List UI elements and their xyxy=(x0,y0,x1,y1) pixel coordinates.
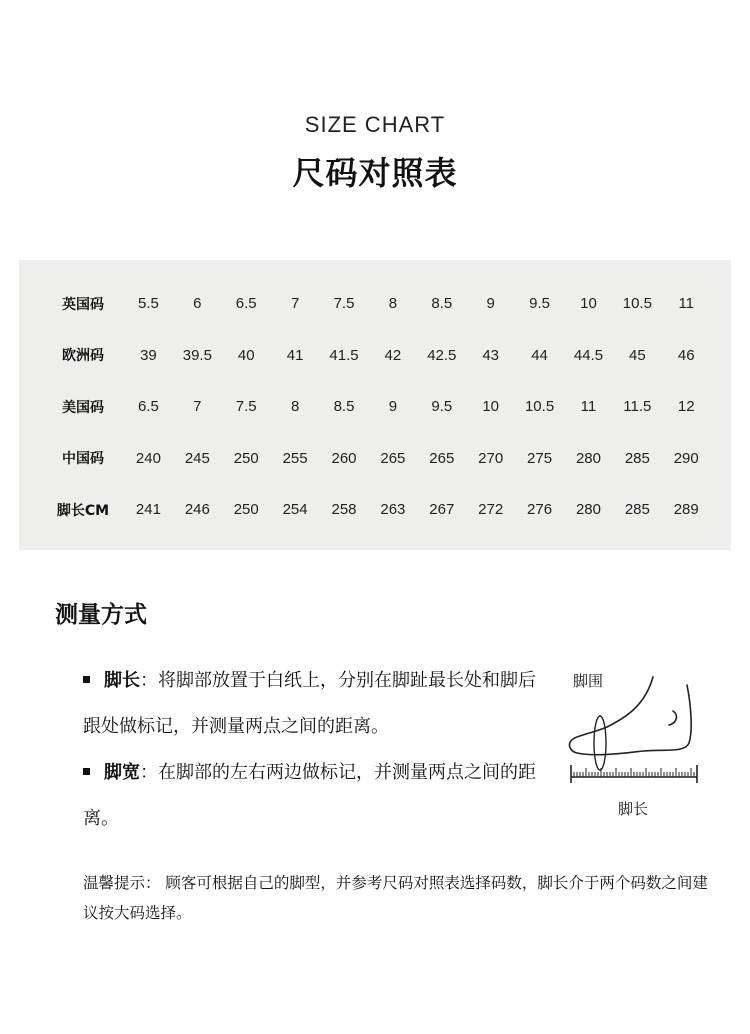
bullet-icon xyxy=(83,676,90,683)
ruler-ticks xyxy=(571,768,697,777)
size-cell: 7.5 xyxy=(333,295,355,313)
size-cell: 280 xyxy=(575,501,601,519)
size-cell: 44.5 xyxy=(573,346,604,364)
foot-width-term: 脚宽 xyxy=(104,762,140,783)
size-cell: 7.5 xyxy=(235,398,257,416)
size-cell: 255 xyxy=(282,449,308,467)
size-cell: 285 xyxy=(624,449,650,467)
size-cell: 245 xyxy=(184,449,210,467)
size-cell: 42.5 xyxy=(427,346,457,364)
size-cell: 8.5 xyxy=(333,398,355,416)
size-cell: 267 xyxy=(429,501,455,519)
size-cell: 246 xyxy=(184,501,210,519)
size-chart-table xyxy=(42,278,711,536)
size-cell: 6.5 xyxy=(235,295,257,313)
size-cell: 9 xyxy=(486,295,495,313)
size-cell: 43 xyxy=(482,346,500,364)
size-cell: 9 xyxy=(388,398,398,416)
size-cell: 10.5 xyxy=(622,295,652,313)
size-row-label: 美国码 xyxy=(62,399,104,416)
foot-outline xyxy=(570,677,692,755)
size-row xyxy=(42,278,711,330)
size-cell: 39.5 xyxy=(182,346,212,364)
size-cell: 44 xyxy=(531,346,548,364)
size-cell: 258 xyxy=(331,501,357,519)
size-cell: 6.5 xyxy=(138,398,159,416)
foot-length-term: 脚长 xyxy=(104,670,140,691)
size-cell: 42 xyxy=(384,346,402,364)
size-cell: 40 xyxy=(237,346,255,364)
page-en-title: SIZE CHART xyxy=(304,112,446,137)
size-cell: 8 xyxy=(290,398,300,416)
size-cell: 260 xyxy=(331,449,357,467)
size-cell: 10.5 xyxy=(524,398,555,416)
page-title: 尺码对照表 xyxy=(292,154,458,192)
size-row-label: 脚长CM xyxy=(56,502,110,519)
circumference-ring xyxy=(594,716,606,770)
size-cell: 10 xyxy=(482,398,500,416)
size-cell: 272 xyxy=(478,501,504,519)
tip-text: 温馨提示： 顾客可根据自己的脚型，并参考尺码对照表选择码数，脚长介于两个码数之间建议按大码选择。 xyxy=(83,874,708,922)
size-cell: 9.5 xyxy=(431,398,453,416)
diagram-length-label: 脚长 xyxy=(618,800,649,818)
size-cell: 289 xyxy=(673,501,699,519)
size-cell: 290 xyxy=(673,449,699,467)
size-cell: 11.5 xyxy=(623,398,652,416)
size-cell: 46 xyxy=(677,346,695,364)
size-cell: 5.5 xyxy=(138,295,159,313)
size-cell: 285 xyxy=(624,501,650,519)
size-cell: 276 xyxy=(527,501,553,519)
size-cell: 270 xyxy=(478,449,504,467)
size-cell: 8 xyxy=(388,295,398,313)
size-cell: 11 xyxy=(678,295,695,313)
size-cell: 250 xyxy=(233,501,259,519)
size-cell: 265 xyxy=(380,449,406,467)
foot-width-paragraph xyxy=(83,750,553,842)
size-cell: 275 xyxy=(527,449,553,467)
size-cell: 280 xyxy=(575,449,601,467)
bullet-icon xyxy=(83,768,90,775)
measure-section-title: 测量方式 xyxy=(55,602,147,628)
size-cell: 7 xyxy=(193,398,202,416)
size-row-label: 中国码 xyxy=(62,451,104,468)
size-cell: 7 xyxy=(290,295,300,313)
size-cell: 39 xyxy=(140,346,157,364)
size-cell: 6 xyxy=(193,295,202,313)
size-cell: 11 xyxy=(580,398,597,416)
size-cell: 45 xyxy=(629,346,646,364)
size-cell: 41.5 xyxy=(329,346,359,364)
size-cell: 12 xyxy=(677,398,695,416)
size-cell: 265 xyxy=(429,449,455,467)
size-row xyxy=(42,330,711,382)
foot-width-text: ：在脚部的左右两边做标记，并测量两点之间的距离。 xyxy=(83,762,536,829)
foot-length-paragraph xyxy=(83,658,553,750)
foot-length-text: ：将脚部放置于白纸上，分别在脚趾最长处和脚后跟处做标记，并测量两点之间的距离。 xyxy=(83,670,536,737)
size-cell: 241 xyxy=(135,501,161,519)
size-row-label: 欧洲码 xyxy=(62,348,104,365)
size-cell: 250 xyxy=(233,449,259,467)
size-row xyxy=(42,381,711,433)
size-row-label: 英国码 xyxy=(62,296,104,313)
size-cell: 41 xyxy=(286,346,304,364)
ankle-mark xyxy=(669,711,676,725)
size-cell: 9.5 xyxy=(529,295,550,313)
size-cell: 254 xyxy=(282,501,308,519)
size-cell: 240 xyxy=(135,449,161,467)
size-row xyxy=(42,433,711,485)
size-cell: 8.5 xyxy=(431,295,453,313)
size-row xyxy=(42,484,711,536)
size-cell: 10 xyxy=(580,295,597,313)
diagram-circumference-label: 脚围 xyxy=(573,672,604,690)
size-cell: 263 xyxy=(380,501,406,519)
